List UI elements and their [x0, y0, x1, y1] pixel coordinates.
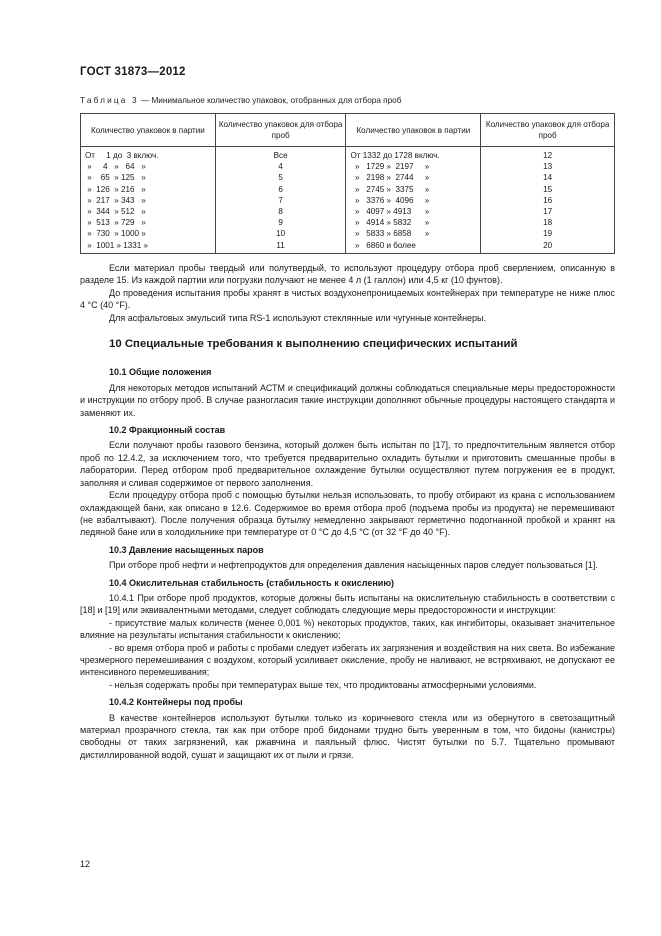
table-cell: » 4 » 64 » [85, 162, 146, 172]
table-cell: 6 [278, 184, 283, 194]
table-cell: От 1 до 3 включ. [85, 151, 159, 160]
paragraph: Для асфальтовых эмульсий типа RS-1 используют стеклянные или чугунные контейнеры. [109, 312, 487, 323]
table-header-cell: Количество упаковок для отбора проб [481, 114, 615, 147]
paragraph: Если процедуру отбора проб с помощью бутылки нельзя использовать, то пробу отбирают из крана с использованием охлаждающей бани, как описано в 12.6. Содержимое во время отбора проб (подъема пробы из продукта) не перемешивают (не взбалтывают). После получения образца бутылку немедленно закрывают герметично подогнанной пробкой и хранят на ледяной бане или в холодильнике при температуре от 0 °С до 4,5 °С (от 32 °F до 40 °F). [80, 490, 615, 538]
table-cell: 5 [278, 173, 283, 183]
subsection-heading: 10.1 Общие положения [109, 367, 212, 378]
col-lot-size-2 [346, 147, 481, 254]
table-header-row [81, 114, 615, 147]
table-cell: » 2198 » 2744 » [350, 173, 430, 183]
paragraph: 10.4.1 При отборе проб продуктов, которые должны быть испытаны на окислительную стабильность в соответствии с [18] и [19] или эквивалентными методами, следует соблюдать следующие меры предосторожности и инструкции: [80, 592, 615, 616]
table-cell: 10 [276, 229, 286, 239]
subsection-heading: 10.4.2 Контейнеры под пробы [109, 697, 243, 708]
paragraph: Если материал пробы твердый или полутвердый, то используют процедуру отбора проб сверлением, описанную в разделе 15. Из каждой партии или погрузки получают не менее 4 л (1 галлон) или 4,5 кг (10 фунтов). [80, 263, 615, 286]
table-cell: 9 [278, 218, 283, 228]
subsection-heading: 10.4 Окислительная стабильность (стабильность к окислению) [109, 577, 395, 588]
table-cell: » 2745 » 3375 » [350, 184, 430, 194]
section-heading: 10 Специальные требования к выполнению специфических испытаний [109, 338, 518, 351]
col-lot-size-1 [81, 147, 216, 254]
paragraph: В качестве контейнеров используют бутылки только из коричневого стекла или из обернутого в светозащитный материал прозрачного стекла, так как при отборе проб бидонами трудно быть уверенным в том, что бидоны (канистры) свободны от таких загрязнений, как ржавчина и паяльный флюс. Чистят бутылки по 5.7. Тщательно промывают дистиллированной водой, сушат и защищают их от пыли и грязи. [80, 712, 615, 760]
page-number: 12 [80, 859, 91, 869]
table-cell: 18 [543, 218, 553, 228]
table-cell: » 6860 и более [350, 240, 416, 250]
table-cell: 11 [276, 240, 285, 250]
table-cell: » 513 » 729 » [85, 218, 146, 228]
table-cell: 8 [278, 206, 283, 216]
table-cell: От 1332 до 1728 включ. [350, 151, 440, 160]
table-cell: » 730 » 1000 » [85, 229, 146, 239]
col-sample-count-2 [481, 147, 615, 254]
table-cell: » 65 » 125 » [85, 173, 146, 183]
table-cell: 12 [543, 151, 553, 160]
table-cell: 19 [543, 229, 553, 239]
table-cell: » 4914 » 5832 » [350, 218, 430, 228]
subsection-heading: 10.3 Давление насыщенных паров [109, 544, 264, 555]
table-header-cell: Количество упаковок в партии [81, 114, 216, 147]
col-sample-count-1 [215, 147, 346, 254]
table-cell: » 5833 » 6858 » [350, 229, 430, 239]
table-cell: 16 [543, 195, 553, 205]
table-cell: » 344 » 512 » [85, 206, 146, 216]
document-body [80, 262, 615, 761]
packages-table [80, 113, 615, 254]
table-cell: » 1729 » 2197 » [350, 162, 430, 172]
paragraph: Если получают пробы газового бензина, который должен быть испытан по [17], то предпочтительным является отбор проб по 12.4.2, за исключением того, что требуется предварительно охладить бутылки и приготовить смешанные пробы в лаборатории. Перед отбором проб предварительное охлаждение бутылки осуществляют путем погружения ее в продукт, заполняя и сливая содержимое от первого заполнения. [80, 440, 615, 488]
table-cell: 15 [543, 184, 553, 194]
table-cell: » 3376 » 4096 » [350, 195, 430, 205]
table-cell: 4 [278, 162, 283, 172]
table-cell: » 217 » 343 » [85, 195, 146, 205]
table-caption-label: Таблица 3 [80, 96, 139, 105]
paragraph: - во время отбора проб и работы с пробами следует избегать их загрязнения и воздействия на них света. Во избежание чрезмерного перемешивания с воздухом, который усиливает окисление, пробу не наливают, не встряхивают, не допускают ее интенсивного перемешивания; [80, 642, 615, 678]
table-cell: 7 [278, 195, 283, 205]
paragraph: Для некоторых методов испытаний АСТМ и спецификаций должны соблюдаться специальные меры предосторожности и инструкции по отбору проб. В случае разногласия такие инструкции дополняют обычные процедуры настоящего стандарта и заменяют их. [80, 382, 615, 418]
table-cell: » 1001 » 1331 » [85, 240, 149, 250]
table-caption-text: — Минимальное количество упаковок, отобранных для отбора проб [138, 96, 402, 105]
table-cell: 13 [543, 162, 553, 172]
paragraph: До проведения испытания пробы хранят в чистых воздухонепроницаемых контейнерах при температуре не ниже плюс 4 °С (40 °F). [80, 287, 615, 311]
table-body-row [81, 147, 615, 254]
subsection-heading: 10.2 Фракционный состав [109, 425, 226, 436]
table-header-cell: Количество упаковок в партии [346, 114, 481, 147]
table-cell: 20 [543, 240, 553, 250]
table-caption [80, 96, 401, 105]
paragraph: - присутствие малых количеств (менее 0,001 %) некоторых продуктов, таких, как ингибиторы, оказывает значительное влияние на результаты испытания стабильности к окислению; [80, 617, 615, 641]
paragraph: - нельзя содержать пробы при температурах выше тех, что продиктованы атмосферными условиями. [109, 679, 537, 690]
table-header-cell: Количество упаковок для отбора проб [215, 114, 346, 147]
table-cell: 14 [543, 173, 553, 183]
paragraph: При отборе проб нефти и нефтепродуктов для определения давления насыщенных паров следует пользоваться [1]. [109, 560, 598, 571]
table-cell: Все [273, 151, 288, 160]
standard-header: ГОСТ 31873—2012 [80, 66, 186, 78]
table-cell: » 126 » 216 » [85, 184, 146, 194]
table-cell: » 4097 » 4913 » [350, 206, 430, 216]
table-cell: 17 [543, 206, 553, 216]
